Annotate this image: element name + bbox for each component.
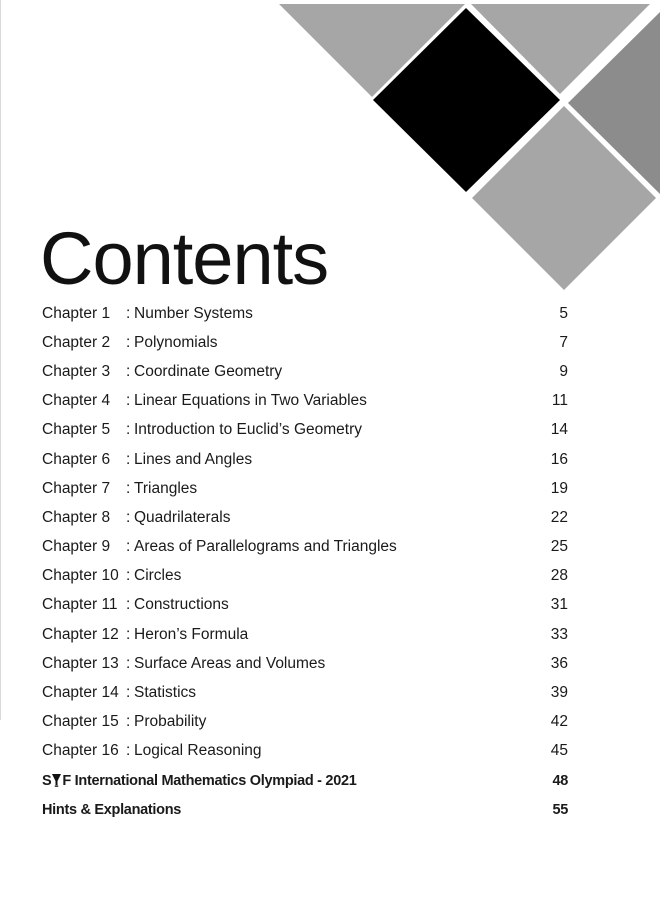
toc-row[interactable] [42,299,568,328]
toc-row[interactable] [42,562,568,591]
chapter-label: Chapter 15 [42,713,119,731]
separator: : [126,362,131,380]
separator: : [126,538,131,556]
chapter-title: Introduction to Euclid’s Geometry [134,421,363,439]
hints-title: Hints & Explanations [42,801,182,818]
page-number: 39 [550,684,568,702]
chapter-label: Chapter 7 [42,479,111,497]
toc-row[interactable] [42,737,568,766]
separator: : [126,479,131,497]
chapter-title: Number Systems [134,304,253,322]
chapter-title: Areas of Parallelograms and Triangles [134,538,397,556]
separator: : [126,684,131,702]
chapter-title: Heron’s Formula [134,625,249,643]
chapter-label: Chapter 12 [42,625,119,643]
page-number: 5 [559,304,568,322]
chapter-title: Lines and Angles [134,450,253,468]
chapter-label: Chapter 11 [42,596,118,614]
chapter-label: Chapter 6 [42,450,111,468]
table-of-contents [42,299,568,824]
chapter-label: Chapter 8 [42,508,111,526]
page-number: 55 [552,801,568,818]
chapter-label: Chapter 3 [42,362,111,380]
separator: : [126,392,131,410]
chapter-title: Coordinate Geometry [134,362,283,380]
page-number: 16 [550,450,568,468]
separator: : [126,304,131,322]
chapter-label: Chapter 5 [42,421,111,439]
chapter-title: Probability [134,713,207,731]
chapter-title: Linear Equations in Two Variables [134,392,367,410]
separator: : [126,713,131,731]
chapter-label: Chapter 13 [42,654,119,672]
toc-row[interactable] [42,474,568,503]
page-number: 36 [550,654,568,672]
page-number: 11 [551,392,568,410]
page-number: 33 [550,625,568,643]
chapter-title: Surface Areas and Volumes [134,654,326,672]
toc-row-olympiad[interactable] [42,766,568,795]
toc-row[interactable] [42,357,568,386]
separator: : [126,625,131,643]
olympiad-title [42,773,528,789]
page-number: 14 [550,421,568,439]
toc-row[interactable] [42,387,568,416]
page-title: Contents [40,217,329,300]
separator: : [126,421,131,439]
chapter-title: Constructions [134,596,229,614]
chapter-label: Chapter 10 [42,567,119,585]
olympiad-name: International Mathematics Olympiad - 2021 [74,772,357,789]
toc-row[interactable] [42,591,568,620]
toc-row[interactable] [42,533,568,562]
page-number: 48 [552,772,568,789]
page-number: 19 [550,479,568,497]
separator: : [126,508,131,526]
chapter-title: Logical Reasoning [134,742,262,760]
page-number: 45 [550,742,568,760]
page-number: 22 [550,508,568,526]
page-number: 9 [559,362,568,380]
toc-row[interactable] [42,445,568,474]
page-number: 42 [550,713,568,731]
toc-row[interactable] [42,503,568,532]
chapter-label: Chapter 14 [42,684,119,702]
page-number: 31 [550,596,568,614]
toc-row[interactable] [42,708,568,737]
page-number: 28 [550,567,568,585]
logo-letter: S [42,772,52,789]
chapter-title: Statistics [134,684,197,702]
toc-row[interactable] [42,620,568,649]
bulb-icon [51,773,62,787]
chapter-title: Quadrilaterals [134,508,231,526]
chapter-label: Chapter 4 [42,392,111,410]
page-number: 7 [559,333,568,351]
toc-row-hints[interactable] [42,795,568,824]
chapter-title: Triangles [134,479,198,497]
toc-row[interactable] [42,328,568,357]
toc-row[interactable] [42,416,568,445]
chapter-title: Circles [134,567,182,585]
chapter-label: Chapter 9 [42,538,111,556]
chapter-title: Polynomials [134,333,218,351]
logo-rest: F [62,772,71,789]
separator: : [126,596,131,614]
toc-row[interactable] [42,649,568,678]
separator: : [126,450,131,468]
separator: : [126,742,131,760]
toc-row[interactable] [42,678,568,707]
separator: : [126,333,131,351]
separator: : [126,654,131,672]
chapter-label: Chapter 16 [42,742,119,760]
chapter-label: Chapter 2 [42,333,111,351]
page-number: 25 [550,538,568,556]
separator: : [126,567,131,585]
chapter-label: Chapter 1 [42,304,111,322]
